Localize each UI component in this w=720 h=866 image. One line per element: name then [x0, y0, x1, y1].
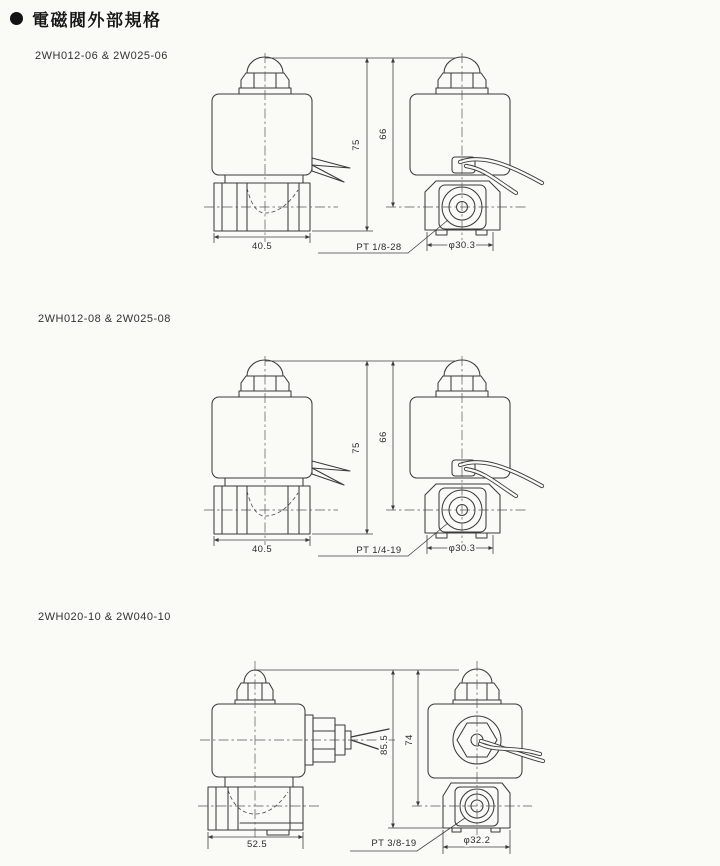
dim-height-to-port-axis: 74 [404, 734, 415, 746]
model-label-2wh020-10: 2WH020-10 & 2W040-10 [38, 611, 171, 623]
bullet-icon [10, 12, 23, 25]
model-label-2wh012-08: 2WH012-08 & 2W025-08 [38, 313, 171, 325]
dim-overall-height: 75 [351, 139, 362, 151]
port-thread-label: PT 3/8-19 [371, 838, 417, 849]
dim-port-diameter: φ30.3 [448, 240, 476, 251]
dim-overall-height: 85.5 [379, 734, 390, 756]
valve-drawing-2wh012-08 [160, 353, 580, 568]
port-thread-label: PT 1/8-28 [356, 242, 402, 253]
valve-lineart [204, 53, 542, 253]
port-thread-label: PT 1/4-19 [356, 545, 402, 556]
dim-height-to-port-axis: 66 [378, 431, 389, 443]
dim-port-diameter: φ32.2 [463, 835, 491, 846]
dim-body-width: 52.5 [246, 839, 268, 850]
dim-height-to-port-axis: 66 [378, 128, 389, 140]
dim-body-width: 40.5 [251, 241, 273, 252]
page-title-row [10, 6, 162, 31]
dim-port-diameter: φ30.3 [448, 543, 476, 554]
model-label-2wh012-06: 2WH012-06 & 2W025-06 [35, 50, 168, 62]
page-title: 電磁閥外部規格 [32, 11, 162, 30]
valve-drawing-2wh020-10 [160, 655, 590, 866]
valve-lineart [198, 661, 543, 854]
dim-body-width: 40.5 [251, 544, 273, 555]
valve-lineart [204, 356, 542, 556]
valve-drawing-2wh012-06 [160, 50, 580, 265]
dim-overall-height: 75 [351, 442, 362, 454]
